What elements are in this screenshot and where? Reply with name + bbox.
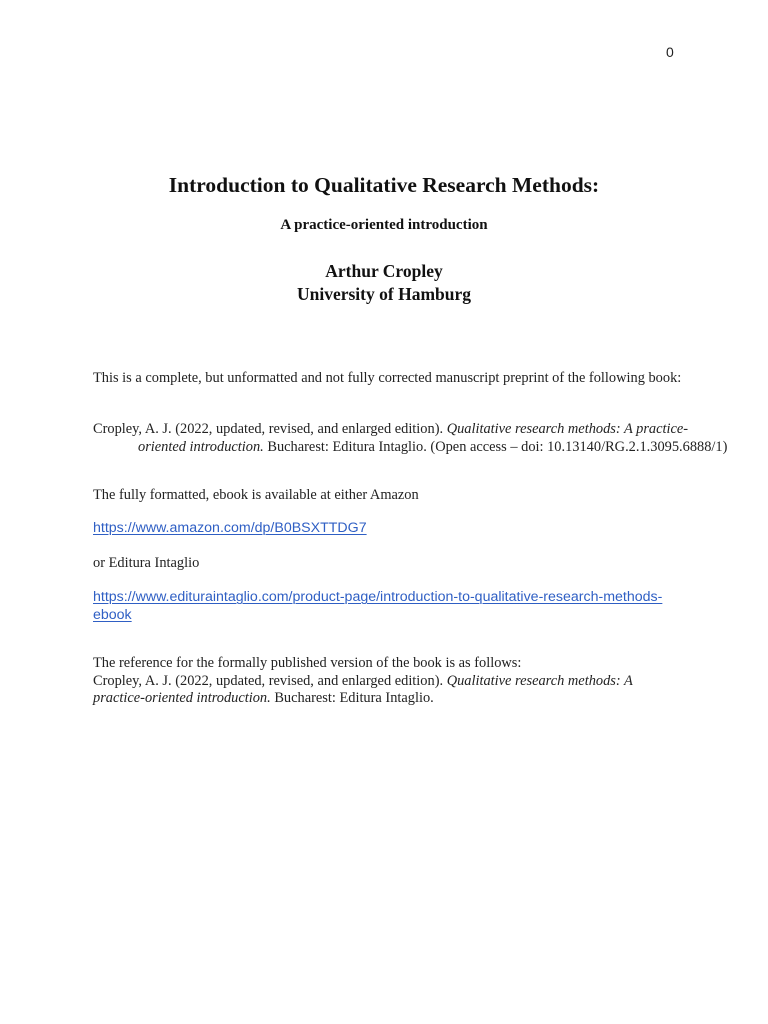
reference-prefix: Cropley, A. J. (2022, updated, revised, and enlarged edition). (93, 672, 447, 689)
reference-book-title: Qualitative research methods: A practice-oriented introduction. (138, 421, 689, 455)
reference-intro: The reference for the formally published version of the book is as follows: (93, 655, 522, 671)
author-name: Arthur Cropley (325, 261, 443, 281)
page-number: 0 (666, 44, 674, 60)
reference-prefix: Cropley, A. J. (2022, updated, revised, and enlarged edition). (93, 421, 447, 437)
availability-text: The fully formatted, ebook is available at either Amazon (93, 487, 419, 503)
author-block (0, 260, 768, 306)
document-title: Introduction to Qualitative Research Methods: (168, 173, 600, 197)
or-text: or Editura Intaglio (93, 555, 200, 571)
intro-paragraph: This is a complete, but unformatted and not fully corrected manuscript preprint of the following book: (93, 370, 682, 386)
intaglio-link[interactable]: https://www.edituraintaglio.com/product-page/introduction-to-qualitative-research-methods-ebook (93, 589, 663, 623)
author-affiliation: University of Hamburg (296, 284, 472, 304)
reference-book-title: Qualitative research methods: A practice-oriented introduction. (93, 672, 633, 706)
reference-suffix: Bucharest: Editura Intaglio. (270, 690, 434, 706)
reference-suffix: Bucharest: Editura Intaglio. (Open access – doi: 10.13140/RG.2.1.3095.6888/1) (263, 438, 728, 455)
reference-block (93, 655, 683, 708)
amazon-link-line (93, 520, 683, 538)
reference-entry-2 (93, 673, 683, 708)
amazon-link[interactable]: https://www.amazon.com/dp/B0BSXTTDG7 (93, 520, 367, 536)
document-subtitle: A practice-oriented introduction (280, 217, 488, 233)
reference-entry (93, 421, 728, 456)
intaglio-link-line (93, 588, 683, 624)
